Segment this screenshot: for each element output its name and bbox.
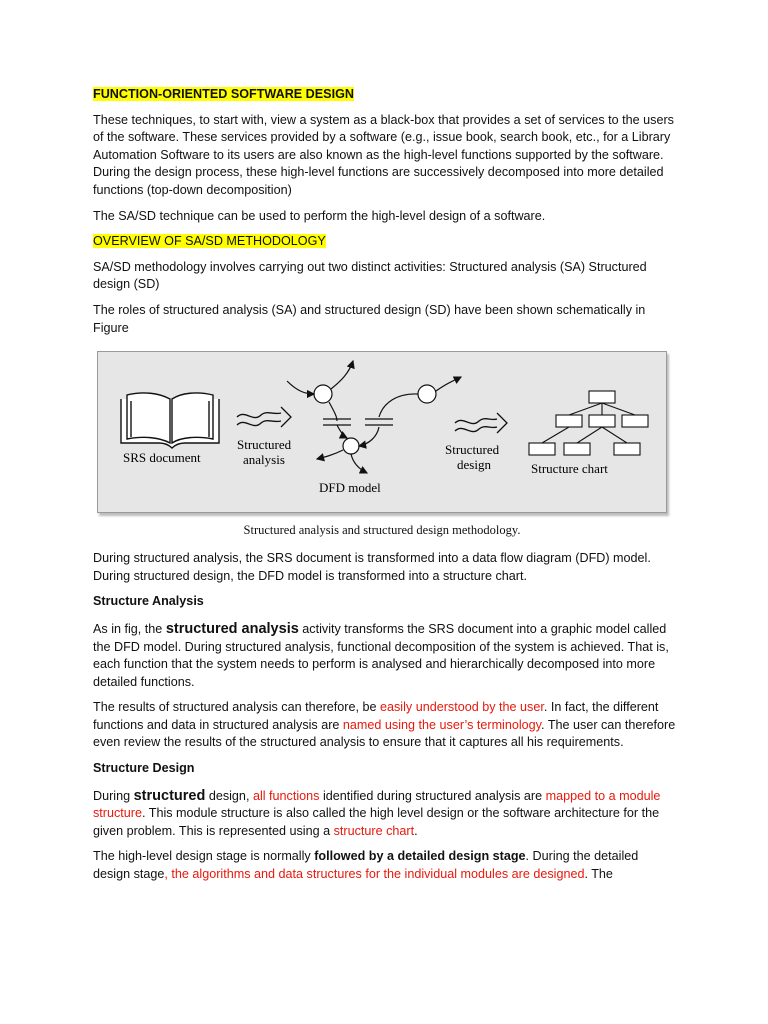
dfd-model-label: DFD model	[319, 480, 381, 496]
red-emphasis-text: , the algorithms and data structures for the individual modules are designed	[164, 867, 585, 882]
text-run: . This module structure is also called the high level design or the software architecture for the given problem. This is represented using a	[93, 806, 660, 838]
wavy-arrow-icon	[237, 407, 291, 427]
overview-heading: OVERVIEW OF SA/SD METHODOLOGY	[93, 234, 326, 249]
book-icon	[121, 393, 219, 448]
red-emphasis-text: all functions	[252, 788, 320, 803]
text-run: activity transforms the SRS document into a graphic model called the DFD model. During structured analysis, functional decomposition of the system is achieved. That is, each function that the system needs to perform is analysed and hierarchically decomposed into more detailed functions.	[93, 621, 669, 689]
srs-document-label: SRS document	[123, 450, 201, 466]
figure-caption: Structured analysis and structured design methodology.	[243, 523, 521, 538]
sasd-paragraph: The SA/SD technique can be used to perform the high-level design of a software.	[93, 208, 546, 223]
text-run: . During the detailed design stage	[93, 849, 639, 882]
structured-analysis-label-2: analysis	[243, 452, 285, 468]
document-body	[93, 86, 678, 892]
text-run: ,	[245, 788, 253, 803]
text-run: identified during structured analysis are	[319, 788, 546, 803]
text-run: . The	[584, 867, 613, 882]
text-run: The results of structured analysis can therefore, be	[93, 700, 380, 715]
dfd-model-diagram	[287, 361, 461, 473]
text-run: design	[205, 788, 246, 803]
structure-design-paragraph-2	[93, 848, 678, 883]
intro-paragraph: These techniques, to start with, view a system as a black-box that provides a set of services to the users of the software. These services provided by a software (e.g., issue book, search book, etc., for a Library Automation Software to its users are also known as the high-level functions supported by the software. During the design process, these high-level functions are successively decomposed into more detailed functions (top-down decomposition)	[93, 112, 674, 197]
page-title: FUNCTION-ORIENTED SOFTWARE DESIGN	[93, 87, 354, 101]
structure-design-heading: Structure Design	[93, 761, 195, 776]
red-emphasis-text: mapped to a module structure	[93, 788, 661, 821]
structure-chart-label: Structure chart	[531, 461, 608, 477]
emphasis-text: structured analysis	[165, 620, 299, 637]
text-run: The high-level design stage is normally	[93, 849, 315, 864]
figure-diagram	[97, 351, 665, 511]
structured-design-label-1: Structured	[445, 442, 500, 458]
text-run: As in fig, the	[93, 621, 166, 636]
structured-design-label-2: design	[457, 457, 491, 473]
red-emphasis-text: named using the user’s terminology	[342, 717, 542, 732]
structure-analysis-paragraph-1	[93, 621, 678, 691]
text-run: . The user can therefore even review the results of the structured analysis to ensure that it captures all his requirements.	[93, 717, 676, 750]
overview-heading-paragraph	[93, 233, 678, 251]
bold-text: followed by a detailed design stage	[314, 849, 526, 864]
structure-chart-diagram	[529, 391, 648, 455]
text-run: During	[93, 788, 134, 803]
overview-paragraph-1: SA/SD methodology involves carrying out two distinct activities: Structured analysis (SA) Structured design (SD)	[93, 259, 647, 292]
red-emphasis-text: easily understood by the user	[380, 700, 544, 715]
title-paragraph	[93, 86, 678, 104]
structure-design-paragraph-1	[93, 788, 678, 841]
structure-analysis-heading: Structure Analysis	[93, 594, 204, 609]
structured-analysis-label-1: Structured	[237, 437, 292, 453]
text-run: . In fact, the different functions and data in structured analysis are	[93, 700, 659, 732]
red-emphasis-text: structure chart	[333, 823, 415, 838]
methodology-figure	[97, 351, 665, 511]
emphasis-text: structured	[133, 787, 206, 804]
wavy-arrow-icon	[455, 413, 507, 433]
after-figure-paragraph: During structured analysis, the SRS document is transformed into a data flow diagram (DFD) model. During structured design, the DFD model is transformed into a structure chart.	[93, 551, 651, 583]
structure-analysis-paragraph-2	[93, 699, 678, 752]
text-run: .	[414, 823, 418, 838]
overview-paragraph-2: The roles of structured analysis (SA) and structured design (SD) have been shown schematically in Figure	[93, 302, 646, 335]
